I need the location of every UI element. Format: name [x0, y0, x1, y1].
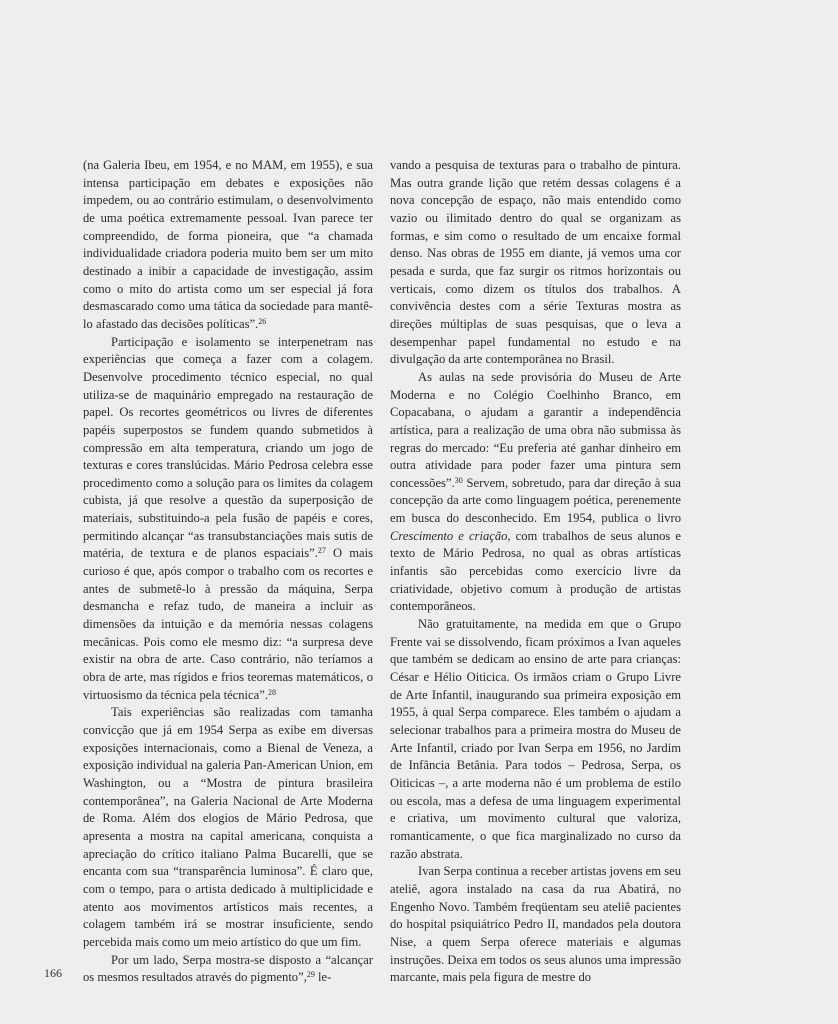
right-column	[390, 157, 681, 987]
book-title: Crescimento e criação,	[390, 528, 511, 543]
paragraph-text: (na Galeria Ibeu, em 1954, e no MAM, em 1955), e sua intensa participação em debates e exposições não impedem, ou ao contrário estimulam, o desenvolvimento de uma poética extremamente pessoal. Ivan parece ter compreendido, de forma pioneira, que “a chamada individualidade criadora poderia muito bem ser um mito destinado a inibir a capacidade de investigação, assim como o mito do artista como um ser especial já fora desmascarado como uma tática da sociedade para mantê-lo afastado das decisões políticas”.	[83, 158, 373, 331]
paragraph-text: Participação e isolamento se interpenetram nas experiências que começa a fazer com a colagem. Desenvolve procedimento técnico especial, no qual utiliza-se de maquinário empregado na restauração de papel. Os recortes geométricos ou livres de diferentes papéis superpostos se fundem quando submetidos à compressão em alta temperatura, criando um jogo de texturas e cores translúcidas. Mário Pedrosa celebra esse procedimento como a solução para os limites da colagem cubista, já que resolve a questão da superposição de materiais, substituindo-a pela fusão de papéis e cores, permitindo alcançar “as transubstanciações mais sutis de matéria, de textura e de planos espaciais”.	[83, 334, 373, 561]
paragraph-text: Não gratuitamente, na medida em que o Grupo Frente vai se dissolvendo, ficam próximos a Ivan aqueles que também se dedicam ao ensino de arte para crianças: César e Hélio Oiticica. Os irmãos criam o Grupo Livre de Arte Infantil, inaugurando sua primeira exposição em 1955, à qual Serpa comparece. Eles também o ajudam a selecionar trabalhos para a primeira mostra do Museu de Arte Infantil, criado por Ivan Serpa em 1956, no Jardim de Infância Betânia. Para todos – Pedrosa, Serpa, os Oiticicas –, a arte moderna não é um problema de estilo ou escola, mas a defesa de uma linguagem experimental e criativa, um movimento cultural que valoriza, romanticamente, o que fica marginalizado no curso da razão abstrata.	[390, 617, 681, 861]
left-column	[83, 157, 373, 987]
paragraph	[83, 157, 373, 334]
footnote-ref: 30	[454, 475, 463, 485]
paragraph-text: As aulas na sede provisória do Museu de Arte Moderna e no Colégio Coelhinho Branco, em Copacabana, o ajudam a garantir a independência artística, para a realização de uma obra não submissa às regras do mercado: “Eu preferia até ganhar dinheiro em outra atividade para poder fazer uma pintura sem concessões”.	[390, 369, 681, 490]
paragraph	[390, 863, 681, 987]
paragraph	[83, 334, 373, 705]
paragraph-text: com trabalhos de seus alunos e texto de Mário Pedrosa, no qual as obras artísticas infantis são percebidas como exercício livre da criatividade, objetivo comum à produção de artistas contemporâneos.	[390, 528, 681, 614]
paragraph-text: Servem, sobretudo, para dar direção à sua concepção da arte como linguagem poética, perenemente em busca do desconhecido. Em 1954, publica o livro	[390, 475, 681, 526]
paragraph	[390, 616, 681, 863]
paragraph-text: O mais curioso é que, após compor o trabalho com os recortes e antes de submetê-lo à pressão da máquina, Serpa desmancha e refaz tudo, de maneira a incluir as dimensões da intuição e da memória nessas colagens mecânicas. Pois como ele mesmo diz: “a surpresa deve existir na obra de arte. Caso contrário, não teríamos a obra de arte, mas rígidos e frios teoremas matemáticos, o virtuosismo da técnica pela técnica”.	[83, 546, 373, 702]
paragraph	[83, 952, 373, 987]
paragraph-text: le-	[314, 970, 332, 985]
footnote-ref: 29	[306, 970, 315, 980]
footnote-ref: 26	[258, 316, 267, 326]
paragraph-text: Por um lado, Serpa mostra-se disposto a “alcançar os mesmos resultados através do pigmento”,	[83, 952, 373, 985]
paragraph-text: Tais experiências são realizadas com tamanha convicção que já em 1954 Serpa as exibe em diversas exposições internacionais, como a Bienal de Veneza, a exposição individual na galeria Pan-American Union, em Washington, ou a “Mostra de pintura brasileira contemporânea”, na Galeria Nacional de Arte Moderna de Roma. Além dos elogios de Mário Pedrosa, que apresenta a mostra na capital americana, conquista a apreciação do crítico italiano Palma Bucarelli, que se encanta com sua “transparência luminosa”. É claro que, com o tempo, para o artista dedicado à multiplicidade e atento aos movimentos artísticos mais recentes, a colagem também irá se mostrar insuficiente, sendo percebida mais como um meio artístico do que um fim.	[83, 705, 373, 949]
paragraph	[390, 369, 681, 616]
paragraph-text: vando a pesquisa de texturas para o trabalho de pintura. Mas outra grande lição que retém dessas colagens é a nova concepção de espaço, não mais entendido como vazio ou ilimitado dentro do qual se organizam as formas, e sim como o resultado de um encaixe formal denso. Nas obras de 1955 em diante, já vemos uma cor pesada e surda, que faz surgir os ritmos horizontais ou verticais, como dizem os títulos dos trabalhos. A convivência destes com a série Texturas mostra as direções múltiplas de suas pesquisas, que o leva a desempenhar papel fundamental no estudo e na divulgação da arte contemporânea no Brasil.	[390, 158, 681, 367]
paragraph	[83, 704, 373, 951]
footnote-ref: 28	[267, 687, 276, 697]
paragraph-text: Ivan Serpa continua a receber artistas jovens em seu ateliê, agora instalado na casa da rua Abatirá, no Engenho Novo. Também freqüentam seu ateliê pacientes do hospital psiquiátrico Pedro II, mandados pela doutora Nise, a quem Serpa oferece materiais e algumas instruções. Deixa em todos os seus alunos uma impressão marcante, mais pela figura de mestre do	[390, 864, 681, 985]
paragraph	[390, 157, 681, 369]
footnote-ref: 27	[317, 546, 326, 556]
page-number: 166	[44, 966, 62, 980]
